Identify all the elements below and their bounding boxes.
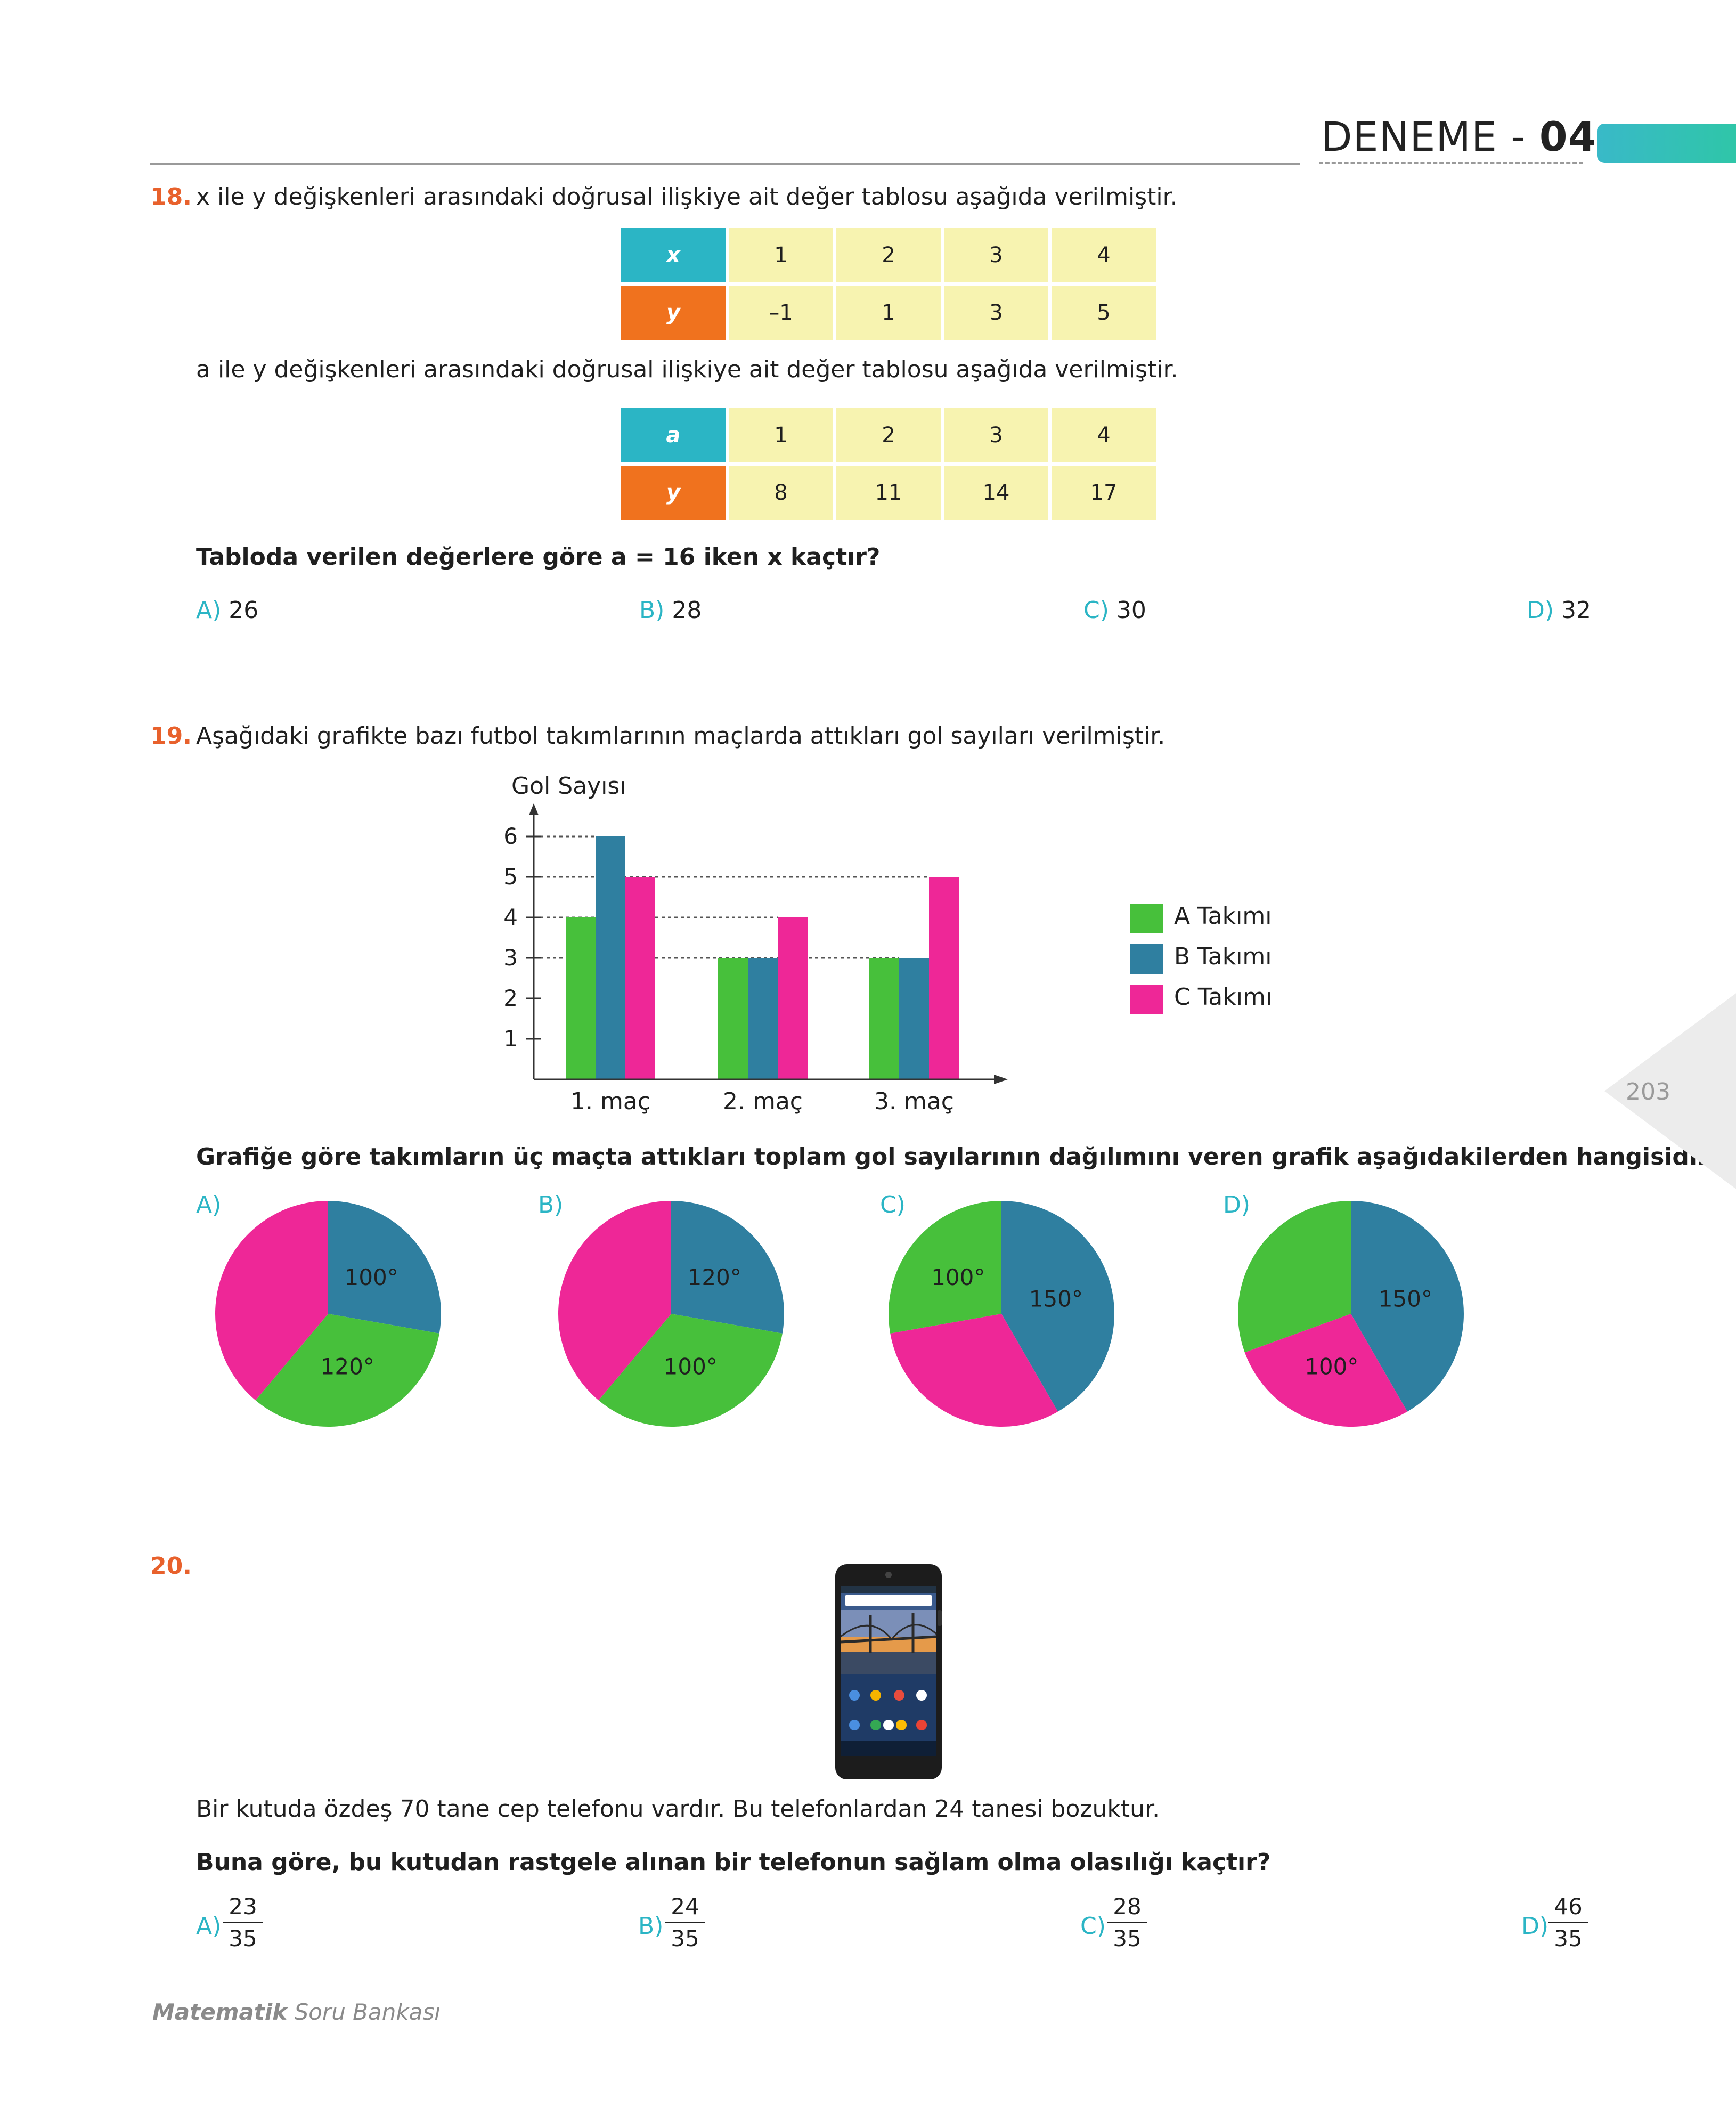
pie-slice-label: 100° xyxy=(663,1353,718,1380)
q20-option-a[interactable]: A) xyxy=(196,1913,222,1940)
pie-slice-label: 100° xyxy=(931,1264,985,1290)
q19-number: 19. xyxy=(150,722,192,750)
pie-option-d xyxy=(1238,1201,1464,1427)
table2-head-a: a xyxy=(621,408,726,462)
q20-option-c[interactable]: C) xyxy=(1080,1913,1106,1940)
q20-number: 20. xyxy=(150,1552,192,1580)
pie-option-c xyxy=(889,1201,1114,1427)
table2-cell: 14 xyxy=(944,466,1048,520)
table2-cell: 17 xyxy=(1052,466,1156,520)
y-tick-label: 1 xyxy=(503,1026,518,1052)
q19-option-a-label[interactable]: A) xyxy=(196,1191,222,1218)
pie-slice-label: 150° xyxy=(1029,1286,1083,1312)
x-category-label: 3. maç xyxy=(874,1088,954,1115)
header-title: DENEME - 04 xyxy=(1321,113,1597,160)
bar-c-1 xyxy=(625,877,655,1079)
x-axis-arrow xyxy=(994,1075,1008,1084)
q20-option-c-fraction[interactable]: $\frac{28}{35}$ xyxy=(1107,1893,1147,1952)
footer-book-title: Matematik Soru Bankası xyxy=(152,1999,441,2025)
pie-option-a xyxy=(215,1201,441,1427)
q20-option-d-fraction[interactable]: $\frac{46}{35}$ xyxy=(1548,1893,1588,1952)
bar-a-2 xyxy=(718,958,748,1079)
pie-slice-label: 120° xyxy=(320,1353,374,1380)
pie-slice-label: 100° xyxy=(344,1264,398,1290)
q19-option-d-label[interactable]: D) xyxy=(1223,1191,1251,1218)
q19-option-b-label[interactable]: B) xyxy=(538,1191,564,1218)
y-axis-arrow xyxy=(529,803,539,815)
q19-question: Grafiğe göre takımların üç maçta attıkları toplam gol sayılarının dağılımını veren grafik aşağıdakilerden hangisidir? xyxy=(196,1143,1723,1170)
smartphone-image xyxy=(833,1562,947,1782)
page-number: 203 xyxy=(1626,1078,1670,1105)
table2-head-y: y xyxy=(621,466,726,520)
legend-label-b: B Takımı xyxy=(1174,943,1272,970)
table2-cell: 4 xyxy=(1052,408,1156,462)
table2-cell: 11 xyxy=(836,466,941,520)
q18-question: Tabloda verilen değerlere göre a = 16 iken x kaçtır? xyxy=(196,543,881,571)
bar-b-3 xyxy=(899,958,929,1079)
q20-option-a-fraction[interactable]: $\frac{23}{35}$ xyxy=(223,1893,263,1952)
table2-cell: 8 xyxy=(729,466,833,520)
pie-options xyxy=(0,1172,1736,1449)
legend-swatch-b xyxy=(1130,944,1163,974)
y-tick-label: 2 xyxy=(503,985,518,1011)
x-category-label: 1. maç xyxy=(570,1088,650,1115)
q20-statement: Bir kutuda özdeş 70 tane cep telefonu vardır. Bu telefonlardan 24 tanesi bozuktur. xyxy=(196,1795,1160,1823)
q19-option-c-label[interactable]: C) xyxy=(880,1191,906,1218)
q18-option-b[interactable]: B) 28 xyxy=(639,597,702,624)
table1-head-x: x xyxy=(621,228,726,282)
pie-option-b xyxy=(558,1201,784,1427)
table2-cell: 2 xyxy=(836,408,941,462)
table1-cell: 3 xyxy=(944,228,1048,282)
y-tick-label: 3 xyxy=(503,945,518,971)
x-category-label: 2. maç xyxy=(723,1088,803,1115)
pie-slice-label: 120° xyxy=(687,1264,741,1290)
y-axis-label: Gol Sayısı xyxy=(511,773,626,800)
bar-c-2 xyxy=(778,917,808,1079)
y-tick-label: 6 xyxy=(503,823,518,849)
q18-option-c[interactable]: C) 30 xyxy=(1083,597,1146,624)
q18-intro1: x ile y değişkenleri arasındaki doğrusal ilişkiye ait değer tablosu aşağıda verilmiştir. xyxy=(196,183,1178,210)
q18-option-a[interactable]: A) 26 xyxy=(196,597,259,624)
table1-cell: 4 xyxy=(1052,228,1156,282)
table1-head-y: y xyxy=(621,286,726,340)
bar-b-2 xyxy=(748,958,778,1079)
table1-cell: –1 xyxy=(729,286,833,340)
table1-cell: 1 xyxy=(729,228,833,282)
q20-question: Buna göre, bu kutudan rastgele alınan bir telefonun sağlam olma olasılığı kaçtır? xyxy=(196,1849,1271,1876)
legend-swatch-a xyxy=(1130,904,1163,933)
pie-slice-label: 100° xyxy=(1305,1353,1359,1380)
q18-option-d[interactable]: D) 32 xyxy=(1527,597,1592,624)
table2-cell: 1 xyxy=(729,408,833,462)
bar-a-1 xyxy=(566,917,596,1079)
table1-cell: 1 xyxy=(836,286,941,340)
q20-option-b-fraction[interactable]: $\frac{24}{35}$ xyxy=(665,1893,705,1952)
q19-intro: Aşağıdaki grafikte bazı futbol takımlarının maçlarda attıkları gol sayıları verilmiştir. xyxy=(196,722,1166,750)
legend-label-a: A Takımı xyxy=(1174,902,1272,930)
legend-label-c: C Takımı xyxy=(1174,983,1273,1011)
q18-intro2: a ile y değişkenleri arasındaki doğrusal ilişkiye ait değer tablosu aşağıda verilmiştir. xyxy=(196,356,1178,383)
bar-b-1 xyxy=(596,836,625,1079)
y-tick-label: 4 xyxy=(503,904,518,930)
y-tick-label: 5 xyxy=(503,864,518,890)
pie-slice-label: 150° xyxy=(1378,1286,1432,1312)
legend-swatch-c xyxy=(1130,985,1163,1014)
table1-cell: 3 xyxy=(944,286,1048,340)
table2-cell: 3 xyxy=(944,408,1048,462)
q20-option-d[interactable]: D) xyxy=(1521,1913,1549,1940)
table1-cell: 2 xyxy=(836,228,941,282)
bar-c-3 xyxy=(929,877,959,1079)
q18-number: 18. xyxy=(150,183,192,210)
bar-a-3 xyxy=(869,958,899,1079)
q20-option-b[interactable]: B) xyxy=(638,1913,664,1940)
table1-cell: 5 xyxy=(1052,286,1156,340)
